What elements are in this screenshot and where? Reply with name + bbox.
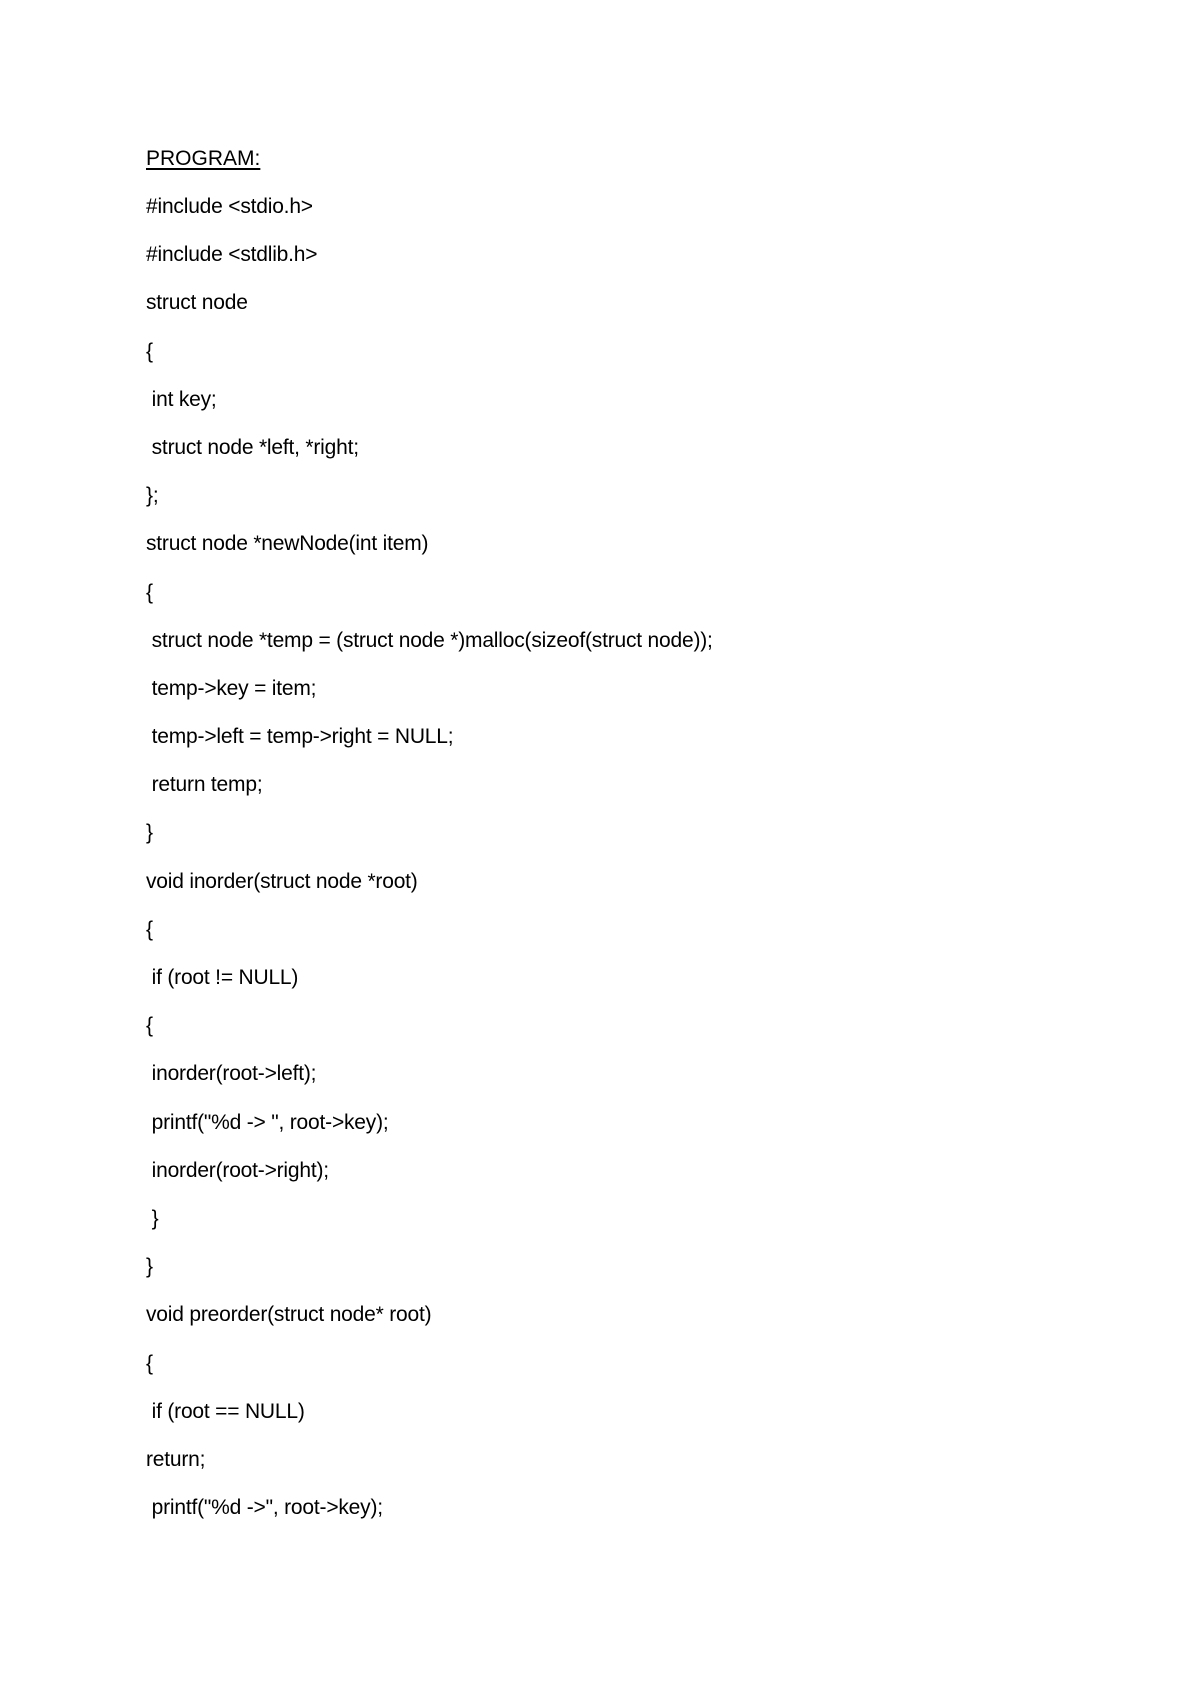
code-line: inorder(root->left); xyxy=(146,1062,317,1086)
code-line: struct node *newNode(int item) xyxy=(146,532,429,556)
code-line: } xyxy=(146,1206,159,1230)
code-line: { xyxy=(146,580,153,604)
code-line: void preorder(struct node* root) xyxy=(146,1303,432,1327)
code-line: return temp; xyxy=(146,773,263,797)
code-line: struct node xyxy=(146,291,248,315)
code-line: struct node *temp = (struct node *)malloc(sizeof(struct node)); xyxy=(146,628,713,652)
code-line: printf("%d ->", root->key); xyxy=(146,1496,383,1520)
code-line: if (root == NULL) xyxy=(146,1399,305,1423)
code-line: }; xyxy=(146,484,159,508)
code-listing xyxy=(146,194,713,1543)
code-line: printf("%d -> ", root->key); xyxy=(146,1110,389,1134)
code-line: if (root != NULL) xyxy=(146,966,299,989)
code-line: #include <stdlib.h> xyxy=(146,243,318,267)
code-line: temp->left = temp->right = NULL; xyxy=(146,725,454,749)
code-line: { xyxy=(146,1014,153,1038)
code-line: int key; xyxy=(146,387,217,411)
code-line: temp->key = item; xyxy=(146,676,317,700)
program-heading: PROGRAM: xyxy=(146,147,261,170)
code-line: { xyxy=(146,339,153,363)
code-line: struct node *left, *right; xyxy=(146,435,359,459)
code-line: return; xyxy=(146,1447,206,1471)
code-line: { xyxy=(146,917,153,941)
code-line: #include <stdio.h> xyxy=(146,195,313,218)
code-line: } xyxy=(146,821,153,845)
code-line: } xyxy=(146,1255,153,1279)
code-line: void inorder(struct node *root) xyxy=(146,869,418,893)
code-line: inorder(root->right); xyxy=(146,1158,329,1182)
code-line: { xyxy=(146,1351,153,1375)
